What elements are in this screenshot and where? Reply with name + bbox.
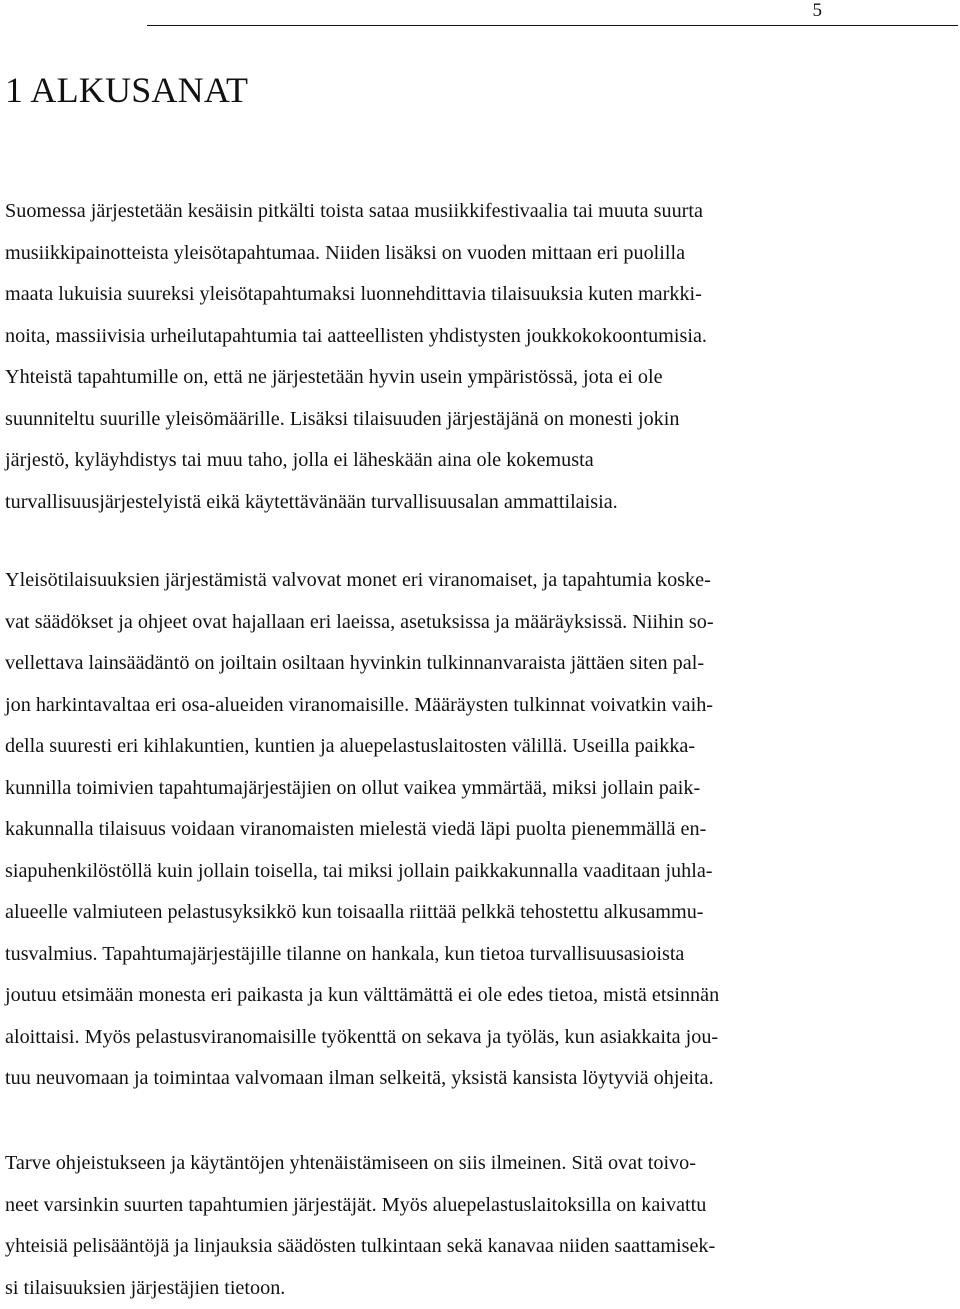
section-heading: 1 ALKUSANAT [5,70,248,110]
paragraph-line: vat säädökset ja ohjeet ovat hajallaan eri laeissa, asetuksissa ja määräyksissä. Niihin so- [5,602,719,644]
paragraph-line: noita, massiivisia urheilutapahtumia tai aatteellisten yhdistysten joukkokokoontumisia. [5,316,707,358]
paragraph-line: Yhteistä tapahtumille on, että ne järjestetään hyvin usein ympäristössä, jota ei ole [5,357,707,399]
paragraph-line: Suomessa järjestetään kesäisin pitkälti toista sataa musiikkifestivaalia tai muuta suurta [5,191,707,233]
paragraph-line: alueelle valmiuteen pelastusyksikkö kun toisaalla riittää pelkkä tehostettu alkusammu- [5,892,719,934]
paragraph-line: musiikkipainotteista yleisötapahtumaa. Niiden lisäksi on vuoden mittaan eri puolilla [5,233,707,275]
paragraph-1 [5,191,707,523]
paragraph-line: yhteisiä pelisääntöjä ja linjauksia säädösten tulkintaan sekä kanavaa niiden saattamisek- [5,1226,715,1268]
paragraph-2 [5,560,719,1100]
paragraph-line: kunnilla toimivien tapahtumajärjestäjien on ollut vaikea ymmärtää, miksi jollain paik- [5,768,719,810]
paragraph-line: maata lukuisia suureksi yleisötapahtumaksi luonnehdittavia tilaisuuksia kuten markki- [5,274,707,316]
paragraph-line: neet varsinkin suurten tapahtumien järjestäjät. Myös aluepelastuslaitoksilla on kaivattu [5,1185,715,1227]
paragraph-line: della suuresti eri kihlakuntien, kuntien ja aluepelastuslaitosten välillä. Useilla paikka- [5,726,719,768]
paragraph-line: aloittaisi. Myös pelastusviranomaisille työkenttä on sekava ja työläs, kun asiakkaita jou- [5,1017,719,1059]
paragraph-line: si tilaisuuksien järjestäjien tietoon. [5,1268,715,1309]
paragraph-line: tusvalmius. Tapahtumajärjestäjille tilanne on hankala, kun tietoa turvallisuusasioista [5,934,719,976]
paragraph-line: joutuu etsimään monesta eri paikasta ja kun välttämättä ei ole edes tietoa, mistä etsinnän [5,975,719,1017]
paragraph-line: Tarve ohjeistukseen ja käytäntöjen yhtenäistämiseen on siis ilmeinen. Sitä ovat toivo- [5,1143,715,1185]
paragraph-line: tuu neuvomaan ja toimintaa valvomaan ilman selkeitä, yksistä kansista löytyviä ohjeita. [5,1058,719,1100]
paragraph-3 [5,1143,715,1309]
paragraph-line: jon harkintavaltaa eri osa-alueiden viranomaisille. Määräysten tulkinnat voivatkin vaih- [5,685,719,727]
paragraph-line: suunniteltu suurille yleisömäärille. Lisäksi tilaisuuden järjestäjänä on monesti jokin [5,399,707,441]
paragraph-line: siapuhenkilöstöllä kuin jollain toisella, tai miksi jollain paikkakunnalla vaaditaan juhla- [5,851,719,893]
paragraph-line: kakunnalla tilaisuus voidaan viranomaisten mielestä viedä läpi puolta pienemmällä en- [5,809,719,851]
page-number: 5 [813,0,823,22]
paragraph-line: Yleisötilaisuuksien järjestämistä valvovat monet eri viranomaiset, ja tapahtumia koske- [5,560,719,602]
paragraph-line: järjestö, kyläyhdistys tai muu taho, jolla ei läheskään aina ole kokemusta [5,440,707,482]
paragraph-line: turvallisuusjärjestelyistä eikä käytettävänään turvallisuusalan ammattilaisia. [5,482,707,524]
paragraph-line: vellettava lainsäädäntö on joiltain osiltaan hyvinkin tulkinnanvaraista jättäen siten pal- [5,643,719,685]
header-rule [147,25,958,26]
